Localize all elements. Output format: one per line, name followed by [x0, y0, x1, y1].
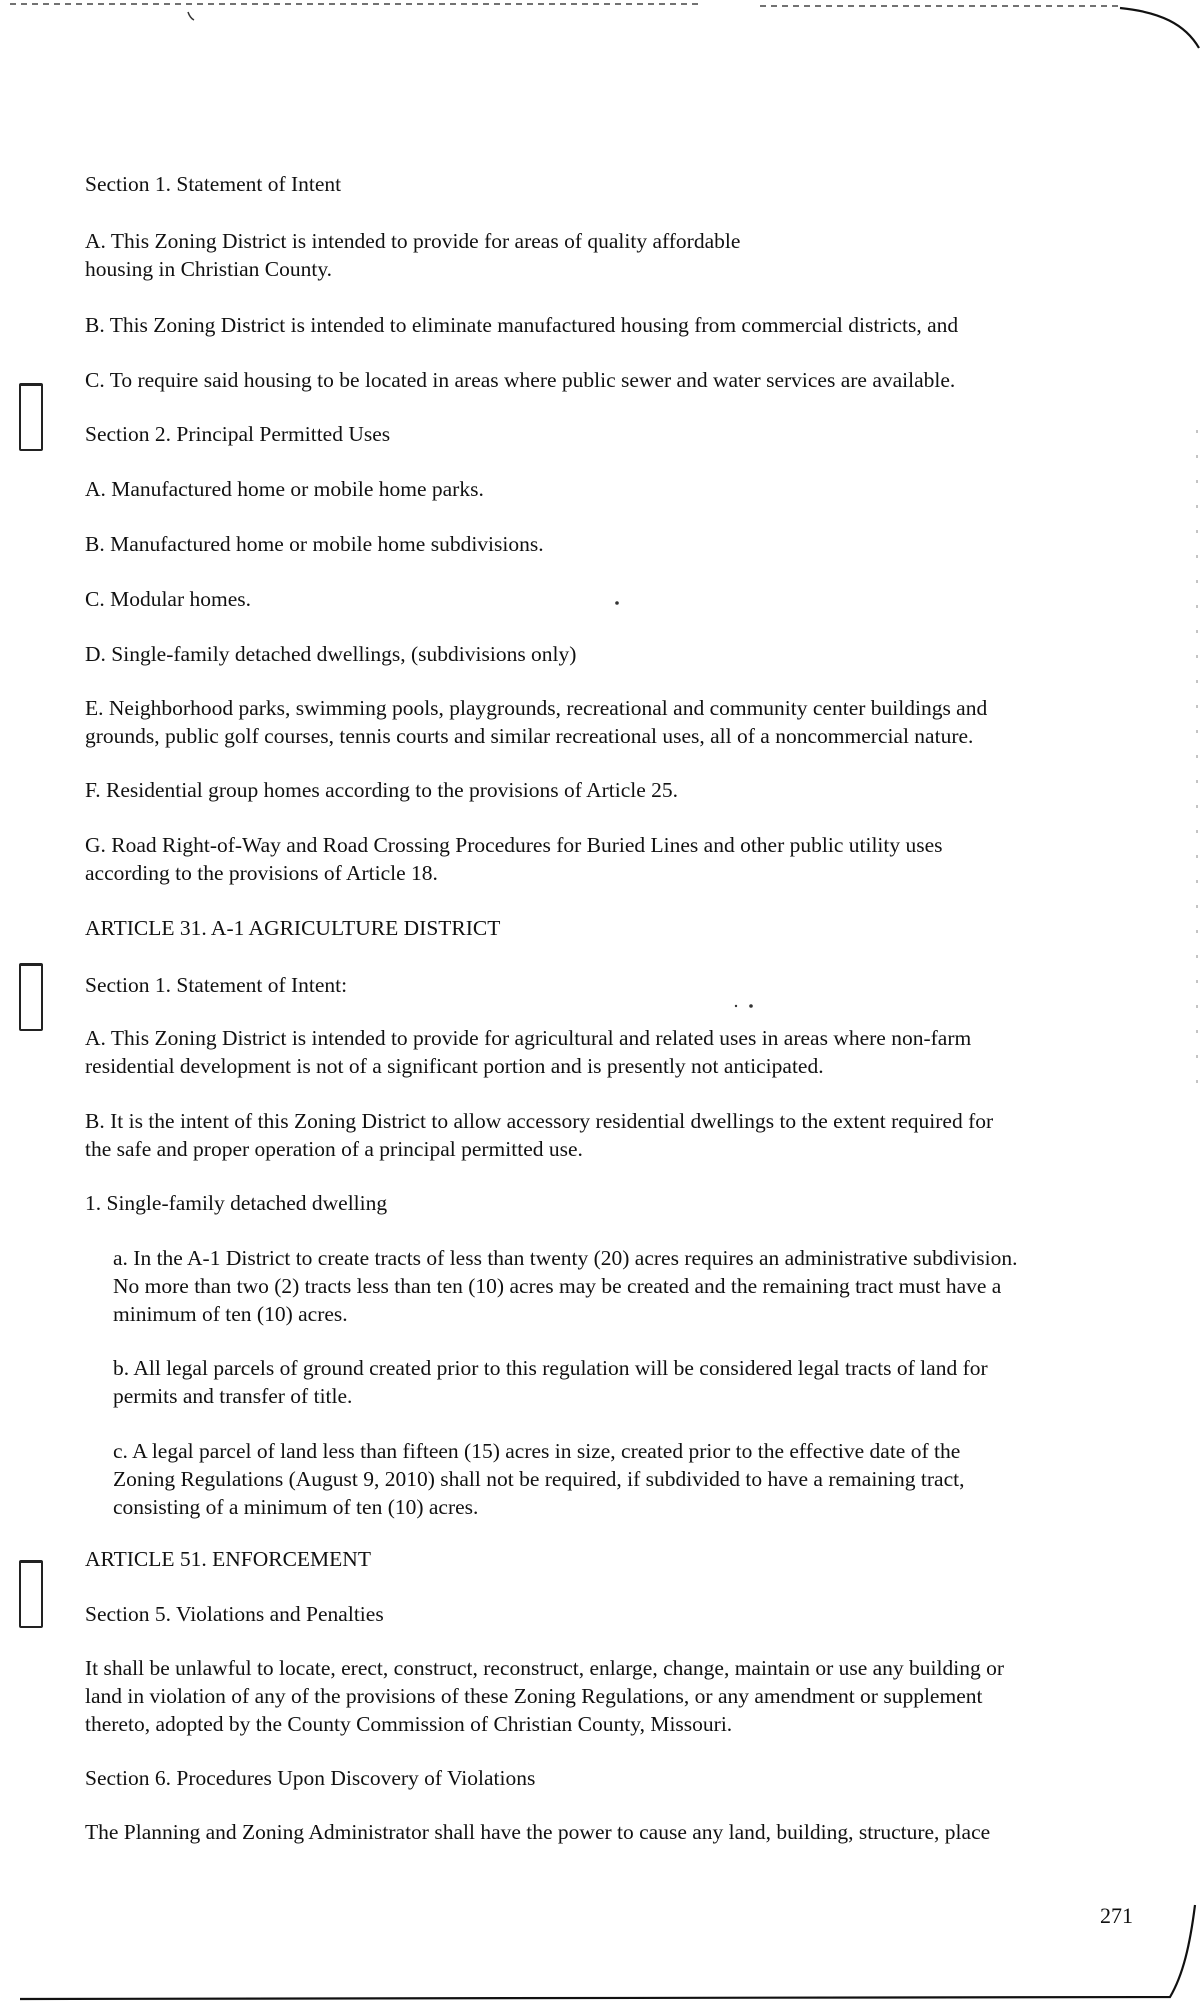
- page-number: 271: [1100, 1903, 1133, 1928]
- paragraph: B. This Zoning District is intended to eliminate manufactured housing from commercial districts, and: [85, 313, 959, 337]
- punch-hole: [19, 963, 43, 1031]
- article-heading: ARTICLE 31. A-1 AGRICULTURE DISTRICT: [85, 916, 501, 940]
- punch-hole: [19, 383, 43, 451]
- paragraph: The Planning and Zoning Administrator shall have the power to cause any land, building, structure, place: [85, 1820, 991, 1844]
- list-item: D. Single-family detached dwellings, (subdivisions only): [85, 642, 577, 666]
- list-item: B. Manufactured home or mobile home subdivisions.: [85, 532, 544, 556]
- section-heading: Section 1. Statement of Intent: [85, 172, 342, 196]
- sub-list-item: c. A legal parcel of land less than fifteen (15) acres in size, created prior to the effective date of the Zoning Regulations (August 9, 2010) shall not be required, if subdivided to have a remaining tract, consisting of a minimum of ten (10) acres.: [113, 1439, 965, 1519]
- paragraph: A. This Zoning District is intended to provide for areas of quality affordable housing in Christian County.: [85, 229, 741, 281]
- list-item: G. Road Right-of-Way and Road Crossing Procedures for Buried Lines and other public utility uses according to the provisions of Article 18.: [85, 833, 943, 885]
- list-item: F. Residential group homes according to the provisions of Article 25.: [85, 778, 679, 802]
- article-heading: ARTICLE 51. ENFORCEMENT: [85, 1547, 371, 1571]
- list-item: C. Modular homes.: [85, 587, 252, 611]
- paragraph: It shall be unlawful to locate, erect, construct, reconstruct, enlarge, change, maintain or use any building or land in violation of any of the provisions of these Zoning Regulations, or any amendment or supplement thereto, adopted by the County Commission of Christian County, Missouri.: [85, 1656, 1005, 1736]
- paragraph: C. To require said housing to be located in areas where public sewer and water services are available.: [85, 368, 956, 392]
- paragraph: B. It is the intent of this Zoning District to allow accessory residential dwellings to the extent required for the safe and proper operation of a principal permitted use.: [85, 1109, 994, 1161]
- section-heading: Section 5. Violations and Penalties: [85, 1602, 384, 1626]
- list-item: A. Manufactured home or mobile home parks.: [85, 477, 484, 501]
- list-item: 1. Single-family detached dwelling: [85, 1191, 388, 1215]
- section-heading: Section 1. Statement of Intent:: [85, 973, 348, 997]
- sub-list-item: a. In the A-1 District to create tracts of less than twenty (20) acres requires an administrative subdivision. No more than two (2) tracts less than ten (10) acres may be created and the remaining tract must have a minimum of ten (10) acres.: [113, 1246, 1018, 1326]
- section-heading: Section 2. Principal Permitted Uses: [85, 422, 391, 446]
- paragraph: A. This Zoning District is intended to provide for agricultural and related uses in areas where non-farm residential development is not of a significant portion and is presently not anticipated.: [85, 1026, 972, 1078]
- sub-list-item: b. All legal parcels of ground created prior to this regulation will be considered legal tracts of land for permits and transfer of title.: [113, 1356, 988, 1408]
- list-item: E. Neighborhood parks, swimming pools, playgrounds, recreational and community center buildings and grounds, public golf courses, tennis courts and similar recreational uses, all of a noncommercial nature.: [85, 696, 988, 748]
- punch-hole: [19, 1560, 43, 1628]
- section-heading: Section 6. Procedures Upon Discovery of Violations: [85, 1766, 536, 1790]
